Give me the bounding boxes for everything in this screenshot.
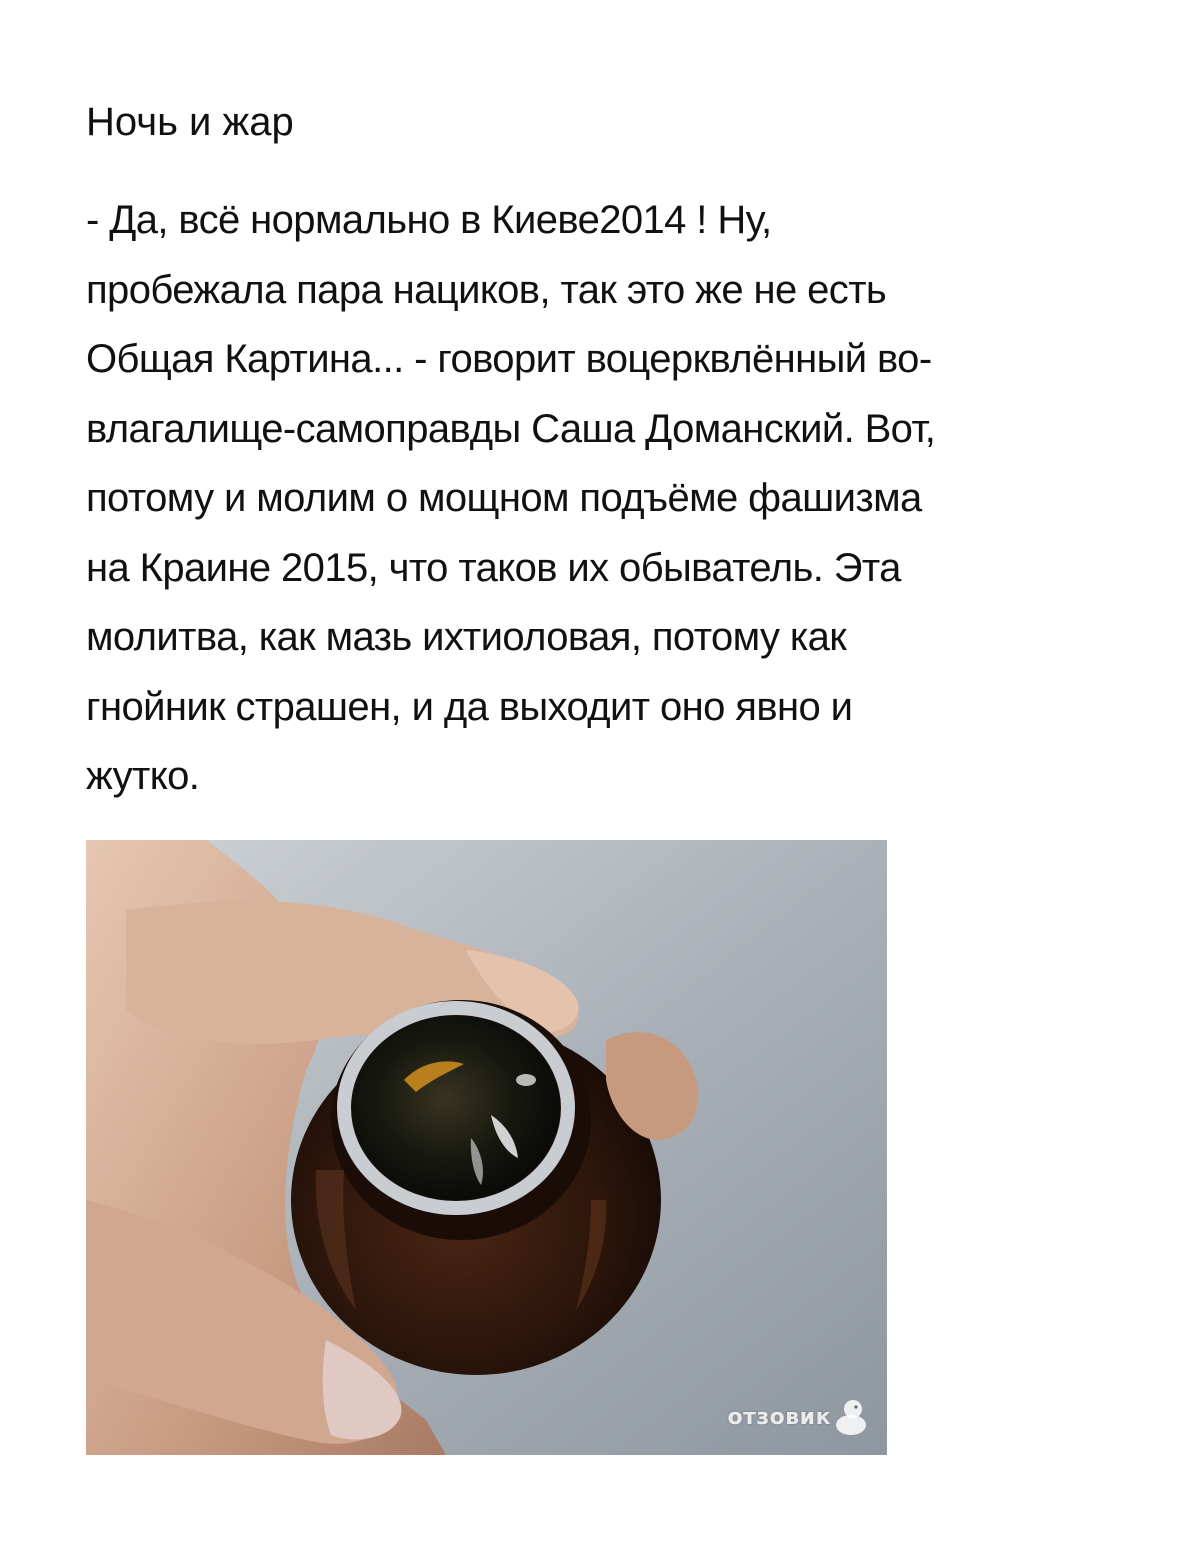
paragraph-line: жутко. <box>86 754 200 798</box>
paragraph-line: Общая Картина... - говорит воцерквлённый во- <box>86 337 932 381</box>
paragraph-line: - Да, всё нормально в Киеве2014 ! Ну, <box>86 198 772 242</box>
body-paragraph <box>86 186 1126 812</box>
paragraph-line: молитва, как мазь ихтиоловая, потому как <box>86 615 847 659</box>
document-title: Ночь и жар <box>86 100 294 144</box>
paragraph-line: влагалище-самоправды Саша Доманский. Вот, <box>86 406 936 451</box>
duck-logo-icon <box>833 1397 869 1437</box>
paragraph-line: потому и молим о мощном подъёме фашизма <box>86 476 922 520</box>
photo-hand-holding-jar <box>86 840 887 1455</box>
paragraph-line: гнойник страшен, и да выходит оно явно и <box>86 684 853 729</box>
watermark-text: отзовик <box>727 1404 831 1430</box>
paragraph-line: пробежала пара нациков, так это же не есть <box>86 267 887 312</box>
paragraph-line: на Краине 2015, что таков их обыватель. Эта <box>86 545 901 590</box>
watermark <box>727 1397 869 1437</box>
photo-illustration <box>86 840 887 1455</box>
